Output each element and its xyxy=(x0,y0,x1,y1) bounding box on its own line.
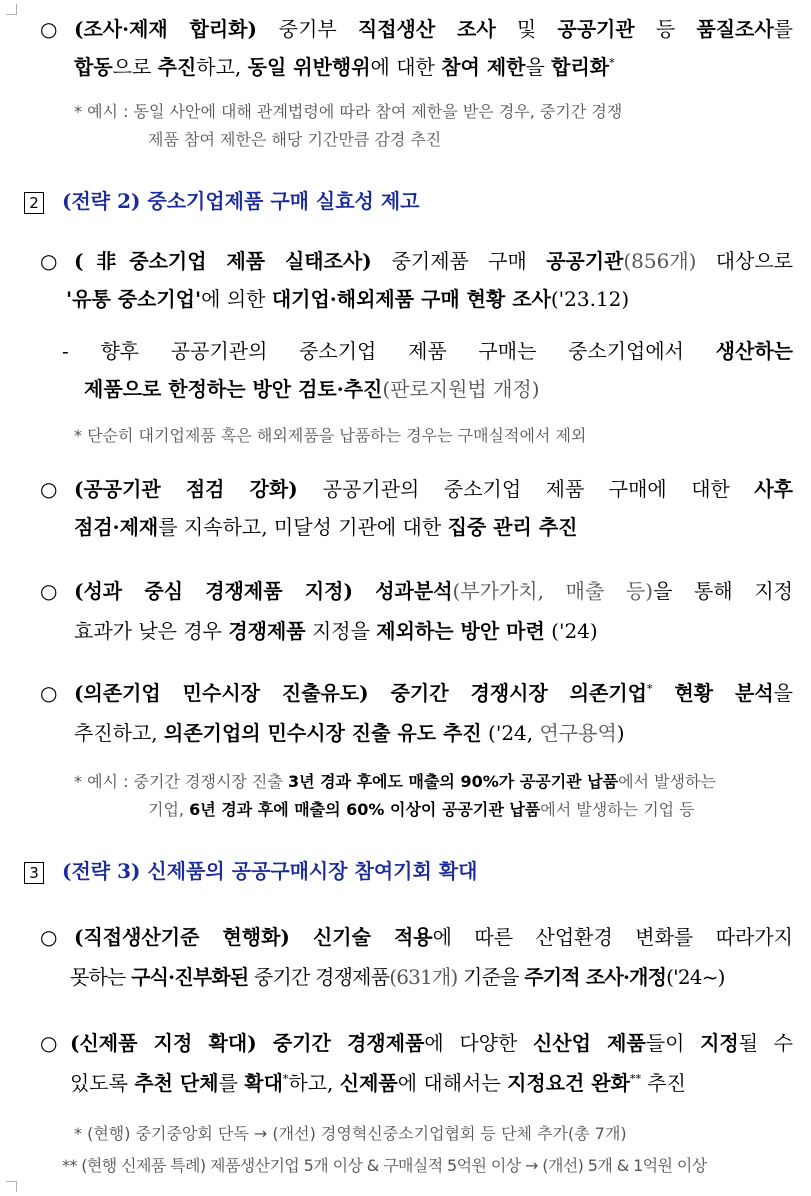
survey-line-2: '유통 중소기업'에 의한 대기업·해외제품 구매 현황 조사('23.12) xyxy=(66,287,630,311)
bullet-circle: ○ xyxy=(40,579,58,603)
bullet-circle: ○ xyxy=(40,249,58,273)
dependent-note-2: 기업, 6년 경과 후에 매출의 60% 이상이 공공기관 납품에서 발생하는 기업 등 xyxy=(148,800,695,819)
survey-dash-line-2: 제품으로 한정하는 방안 검토·추진(판로지원법 개정) xyxy=(84,377,540,401)
bullet-circle: ○ xyxy=(40,477,58,501)
newproduct-note-2: ** (현행 신제품 특례) 제품생산기업 5개 이상 & 구매실적 5억원 이상 → (개선) 5개 & 1억원 이상 xyxy=(62,1156,707,1175)
performance-line-2: 효과가 낮은 경우 경쟁제품 지정을 제외하는 방안 마련 ('24) xyxy=(74,619,598,643)
section-title: (전략 3) 신제품의 공공구매시장 참여기회 확대 xyxy=(62,859,478,883)
performance-line-1: (성과 중심 경쟁제품 지정) 성과분석(부가가치, 매출 등)을 통해 지정 xyxy=(74,579,793,603)
survey-dash-line-1: - 향후 공공기관의 중소기업 제품 구매는 중소기업에서 생산하는 xyxy=(62,339,793,363)
sanction-note-2: 제품 참여 제한은 해당 기간만큼 감경 추진 xyxy=(148,130,442,149)
standard-line-1: (직접생산기준 현행화) 신기술 적용에 따른 산업환경 변화를 따라가지 xyxy=(74,925,793,949)
survey-line-1: (非중소기업 제품 실태조사) 중기제품 구매 공공기관(856개) 대상으로 xyxy=(74,249,794,273)
bullet-circle: ○ xyxy=(40,681,58,705)
section-number-box: 3 xyxy=(24,862,44,884)
page-corner-mark-bottom xyxy=(6,1181,17,1192)
dependent-line-1: (의존기업 민수시장 진출유도) 중기간 경쟁시장 의존기업* 현황 분석을 xyxy=(74,681,793,705)
sanction-line-2: 합동으로 추진하고, 동일 위반행위에 대한 참여 제한을 합리화* xyxy=(74,55,615,79)
inspection-line-2: 점검·제재를 지속하고, 미달성 기관에 대한 집중 관리 추진 xyxy=(74,515,578,539)
page-corner-mark-top xyxy=(6,4,17,15)
bullet-circle: ○ xyxy=(40,17,58,41)
newproduct-note-1: * (현행) 중기중앙회 단독 → (개선) 경영혁신중소기업협회 등 단체 추가(총 7개) xyxy=(74,1124,627,1143)
newproduct-line-1: (신제품 지정 확대) 중기간 경쟁제품에 다양한 신산업 제품들이 지정될 수 xyxy=(70,1031,793,1055)
bullet-circle: ○ xyxy=(40,925,58,949)
section-title: (전략 2) 중소기업제품 구매 실효성 제고 xyxy=(62,189,420,213)
dependent-line-2: 추진하고, 의존기업의 민수시장 진출 유도 추진 ('24, 연구용역) xyxy=(74,721,625,745)
newproduct-line-2: 있도록 추천 단체를 확대*하고, 신제품에 대해서는 지정요건 완화** 추진 xyxy=(70,1071,686,1095)
dependent-note-1: * 예시 : 중기간 경쟁시장 진출 3년 경과 후에도 매출의 90%가 공공기관 납품에서 발생하는 xyxy=(74,772,716,791)
sanction-note-1: * 예시 : 동일 사안에 대해 관계법령에 따라 참여 제한을 받은 경우, 중기간 경쟁 xyxy=(74,102,623,121)
section-number-box: 2 xyxy=(24,192,44,214)
bullet-circle: ○ xyxy=(40,1031,58,1055)
survey-note: * 단순히 대기업제품 혹은 해외제품을 납품하는 경우는 구매실적에서 제외 xyxy=(74,426,587,445)
standard-line-2: 못하는 구식·진부화된 중기간 경쟁제품(631개) 기준을 주기적 조사·개정('24~) xyxy=(70,965,725,989)
sanction-line-1: (조사·제재 합리화) 중기부 직접생산 조사 및 공공기관 등 품질조사를 xyxy=(74,17,793,41)
inspection-line-1: (공공기관 점검 강화) 공공기관의 중소기업 제품 구매에 대한 사후 xyxy=(74,477,793,501)
